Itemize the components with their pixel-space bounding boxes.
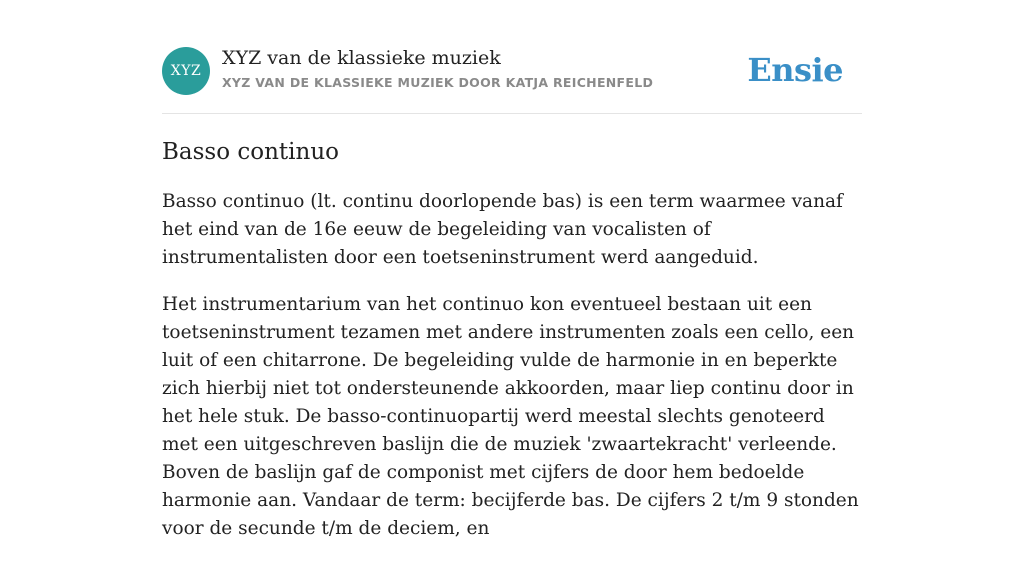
article-paragraph: Basso continuo (lt. continu doorlopende bas) is een term waarmee vanaf het eind van de 16e eeuw de begeleiding van vocalisten of instrumentalisten door een toetseninstrument werd aangeduid. [162, 191, 843, 268]
ensie-logo[interactable]: Ensie [747, 51, 843, 89]
article-paragraph: Het instrumentarium van het continuo kon eventueel bestaan uit een toetseninstrument tezamen met andere instrumenten zoals een cello, een luit of een chitarrone. De begeleiding vulde de harmonie in en beperkte zich hierbij niet tot ondersteunende akkoorden, maar liep continu door in het hele stuk. De basso-continuopartij werd meestal slechts genoteerd met een uitgeschreven baslijn die de muziek 'zwaartekracht' verleende. Boven de baslijn gaf de componist met cijfers de door hem bedoelde harmonie aan. Vandaar de term: becijferde bas. De cijfers 2 t/m 9 stonden voor de secunde t/m de deciem, en [162, 294, 859, 539]
article [162, 137, 862, 562]
header-divider [162, 113, 862, 114]
book-subtitle: XYZ VAN DE KLASSIEKE MUZIEK DOOR KATJA REICHENFELD [222, 75, 654, 90]
book-avatar[interactable]: XYZ [162, 47, 210, 95]
book-header [162, 47, 862, 95]
book-title[interactable]: XYZ van de klassieke muziek [222, 47, 501, 69]
article-title: Basso continuo [162, 139, 339, 165]
